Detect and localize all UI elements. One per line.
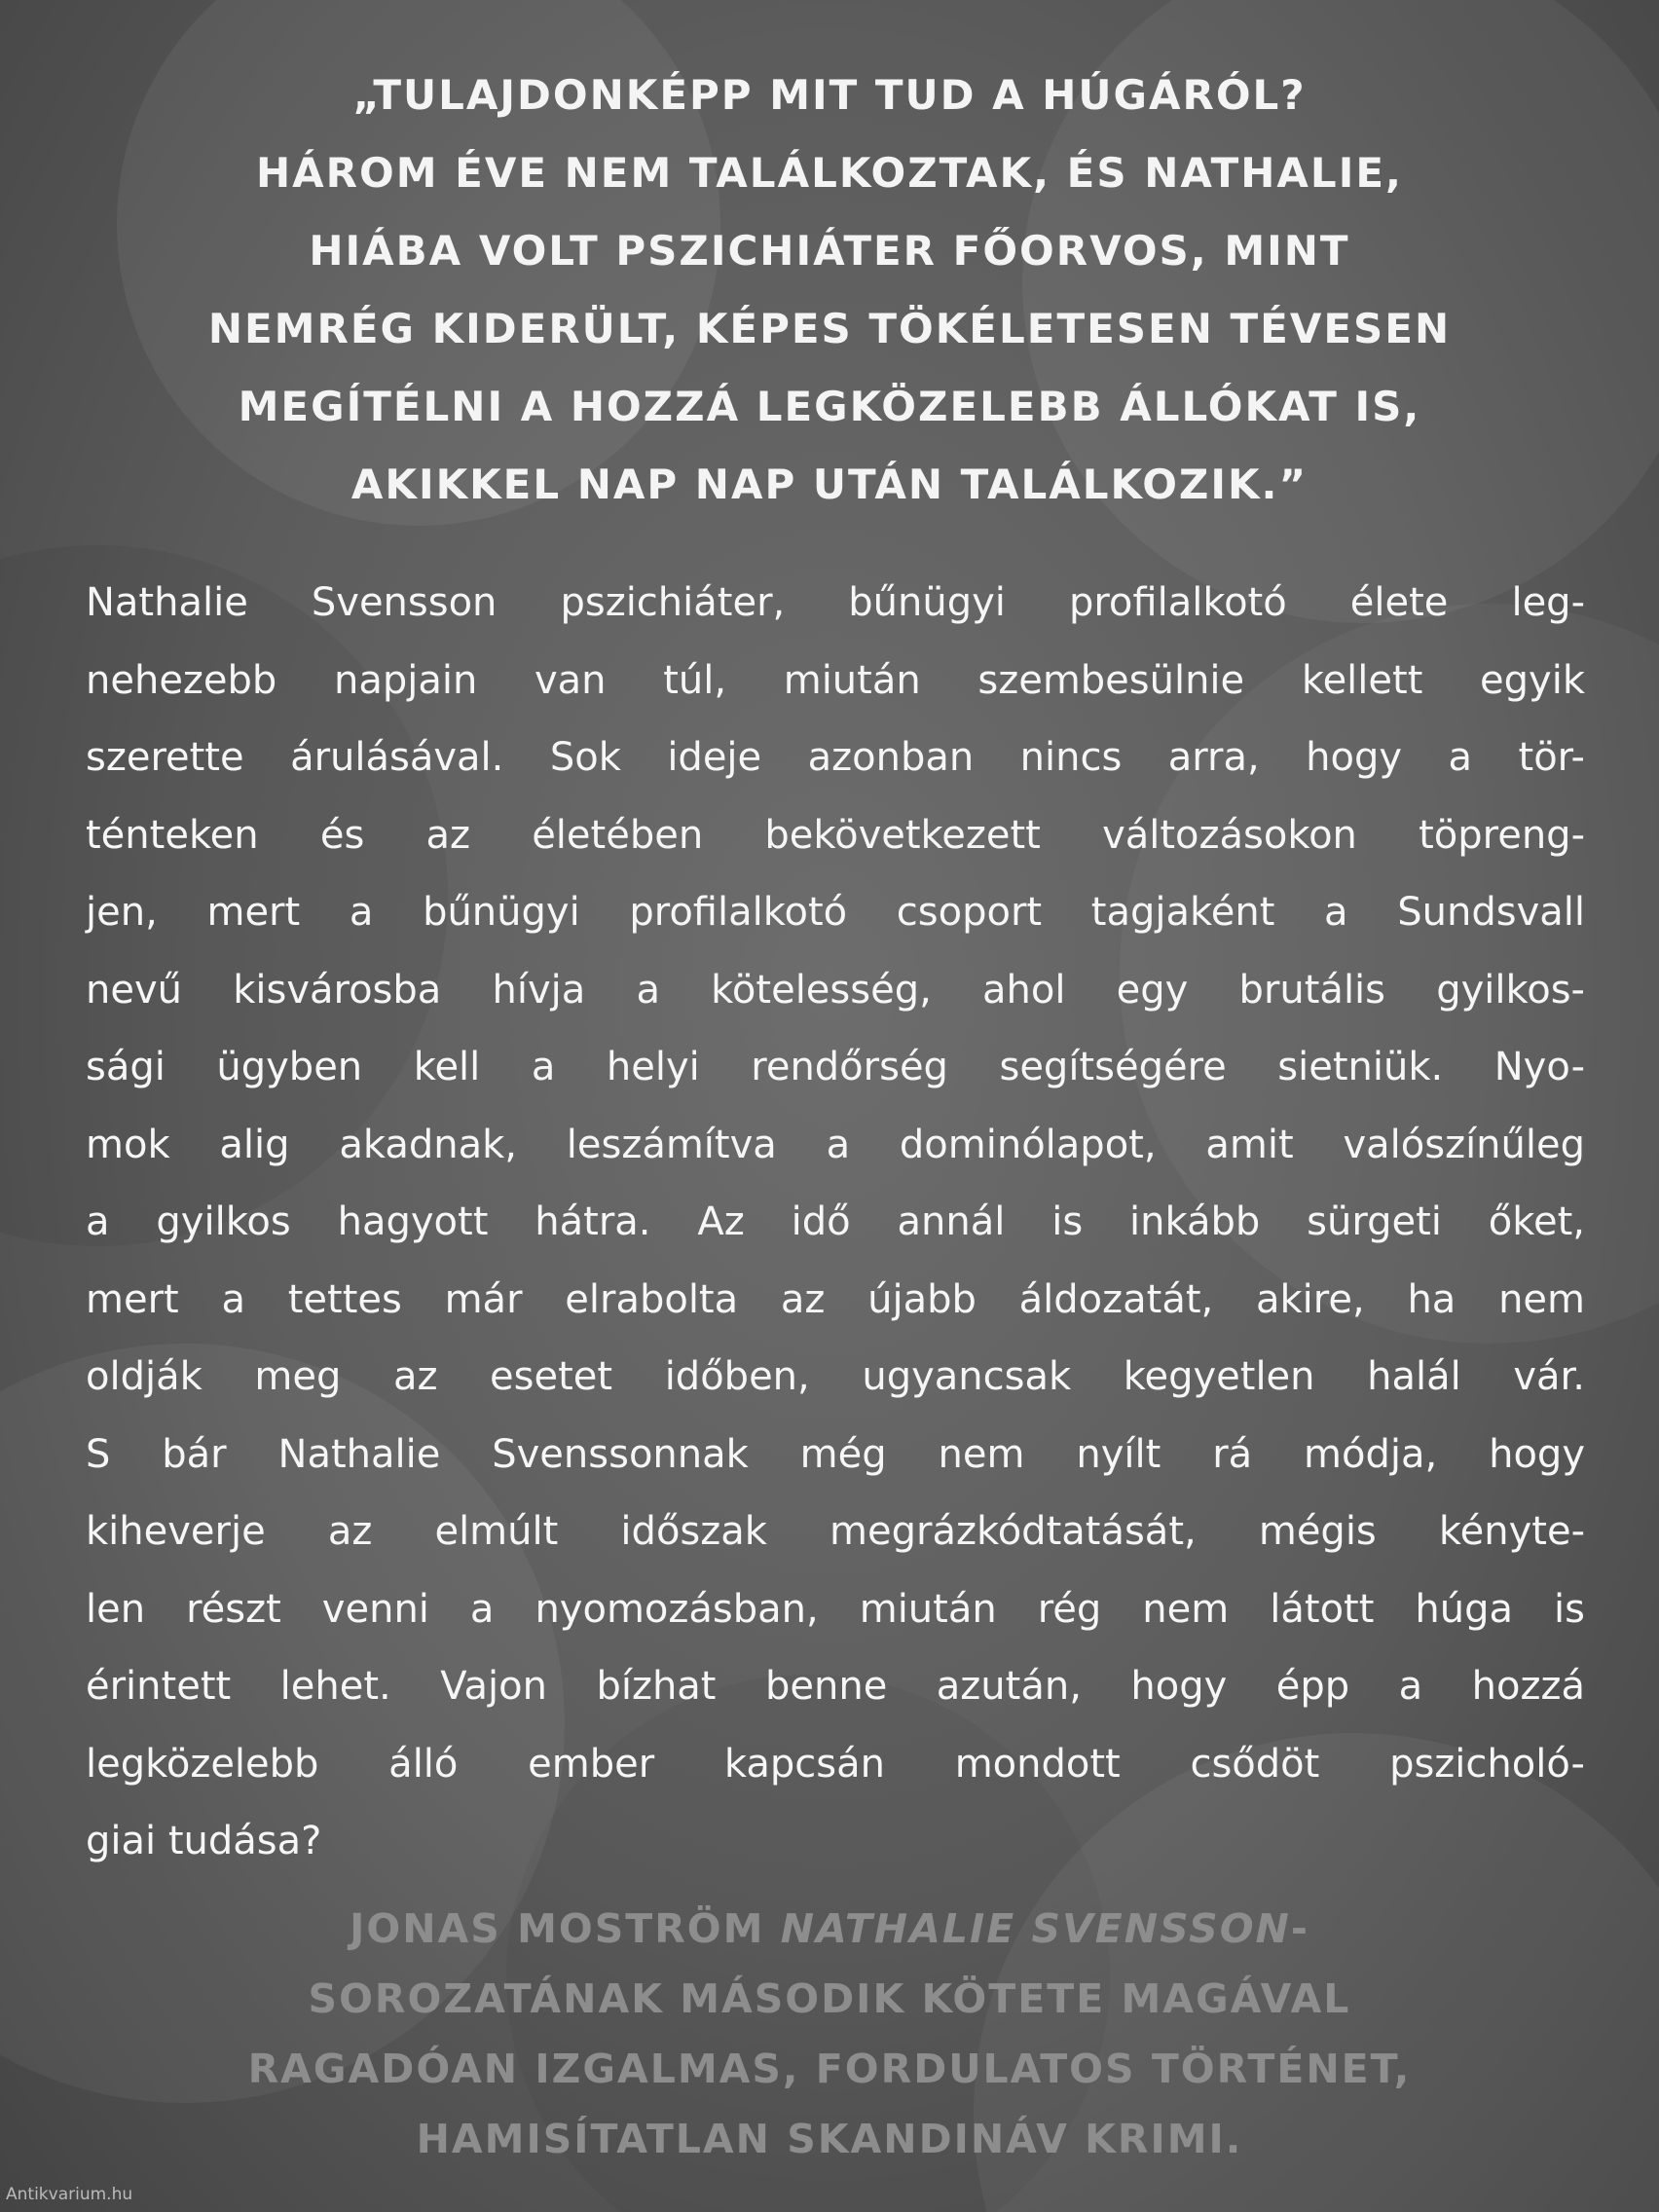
synopsis-line: ténteken és az életében bekövetkezett változásokon töpreng- [86,812,1585,858]
pull-quote [97,56,1562,524]
quote-line: NEMRÉG KIDERÜLT, KÉPES TÖKÉLETESEN TÉVESEN [207,305,1452,352]
blurb-line: SOROZATÁNAK MÁSODIK KÖTETE MAGÁVAL [308,1975,1351,2022]
blurb-line: RAGADÓAN IZGALMAS, FORDULATOS TÖRTÉNET, [247,2046,1412,2092]
synopsis-line: len részt venni a nyomozásban, miután rég nem látott húga is [86,1586,1585,1632]
blurb-dash: - [1290,1905,1309,1952]
quote-line: „TULAJDONKÉPP MIT TUD A HÚGÁRÓL? [352,71,1307,119]
synopsis-line: sági ügyben kell a helyi rendőrség segítségére sietniük. Nyo- [86,1045,1585,1089]
synopsis-line: Nathalie Svensson pszichiáter, bűnügyi profilalkotó élete leg- [86,580,1585,625]
watermark-text: Antikvarium.hu [6,2185,133,2204]
synopsis-line: a gyilkos hagyott hátra. Az idő annál is inkább sürgeti őket, [86,1199,1585,1244]
synopsis-line: oldják meg az esetet időben, ugyancsak kegyetlen halál vár. [86,1354,1585,1399]
quote-line: HÁROM ÉVE NEM TALÁLKOZTAK, ÉS NATHALIE, [256,149,1403,197]
blurb-line [97,1894,1562,1964]
synopsis-line: mert a tettes már elrabolta az újabb áldozatát, akire, ha nem [86,1276,1585,1322]
synopsis-line: legközelebb álló ember kapcsán mondott csődöt pszicholó- [86,1741,1585,1787]
synopsis-line: kiheverje az elmúlt időszak megrázkódtatását, mégis kényte- [86,1509,1585,1554]
synopsis-line: S bár Nathalie Svenssonnak még nem nyílt rá módja, hogy [86,1431,1585,1477]
synopsis-line: mok alig akadnak, leszámítva a dominólapot, amit valószínűleg [86,1122,1585,1167]
quote-line: AKIKKEL NAP NAP UTÁN TALÁLKOZIK.” [350,461,1309,508]
synopsis-line: giai tudása? [86,1819,322,1863]
series-blurb [97,1894,1562,2174]
blurb-series-title: NATHALIE SVENSSON [780,1905,1291,1952]
synopsis-line: nevű kisvárosba hívja a kötelesség, ahol egy brutális gyilkos- [86,967,1585,1013]
synopsis-line: érintett lehet. Vajon bízhat benne azután, hogy épp a hozzá [86,1664,1585,1709]
synopsis-line: nehezebb napjain van túl, miután szembesülnie kellett egyik [86,657,1585,703]
synopsis-paragraph [86,565,1585,1881]
quote-line: HIÁBA VOLT PSZICHIÁTER FŐORVOS, MINT [309,227,1350,275]
quote-line: MEGÍTÉLNI A HOZZÁ LEGKÖZELEBB ÁLLÓKAT IS, [238,383,1421,430]
blurb-author: JONAS MOSTRÖM [350,1905,781,1952]
blurb-line: HAMISÍTATLAN SKANDINÁV KRIMI. [416,2116,1243,2162]
synopsis-line: szerette árulásával. Sok ideje azonban nincs arra, hogy a tör- [86,735,1585,780]
synopsis-line: jen, mert a bűnügyi profilalkotó csoport tagjaként a Sundsvall [86,890,1585,935]
